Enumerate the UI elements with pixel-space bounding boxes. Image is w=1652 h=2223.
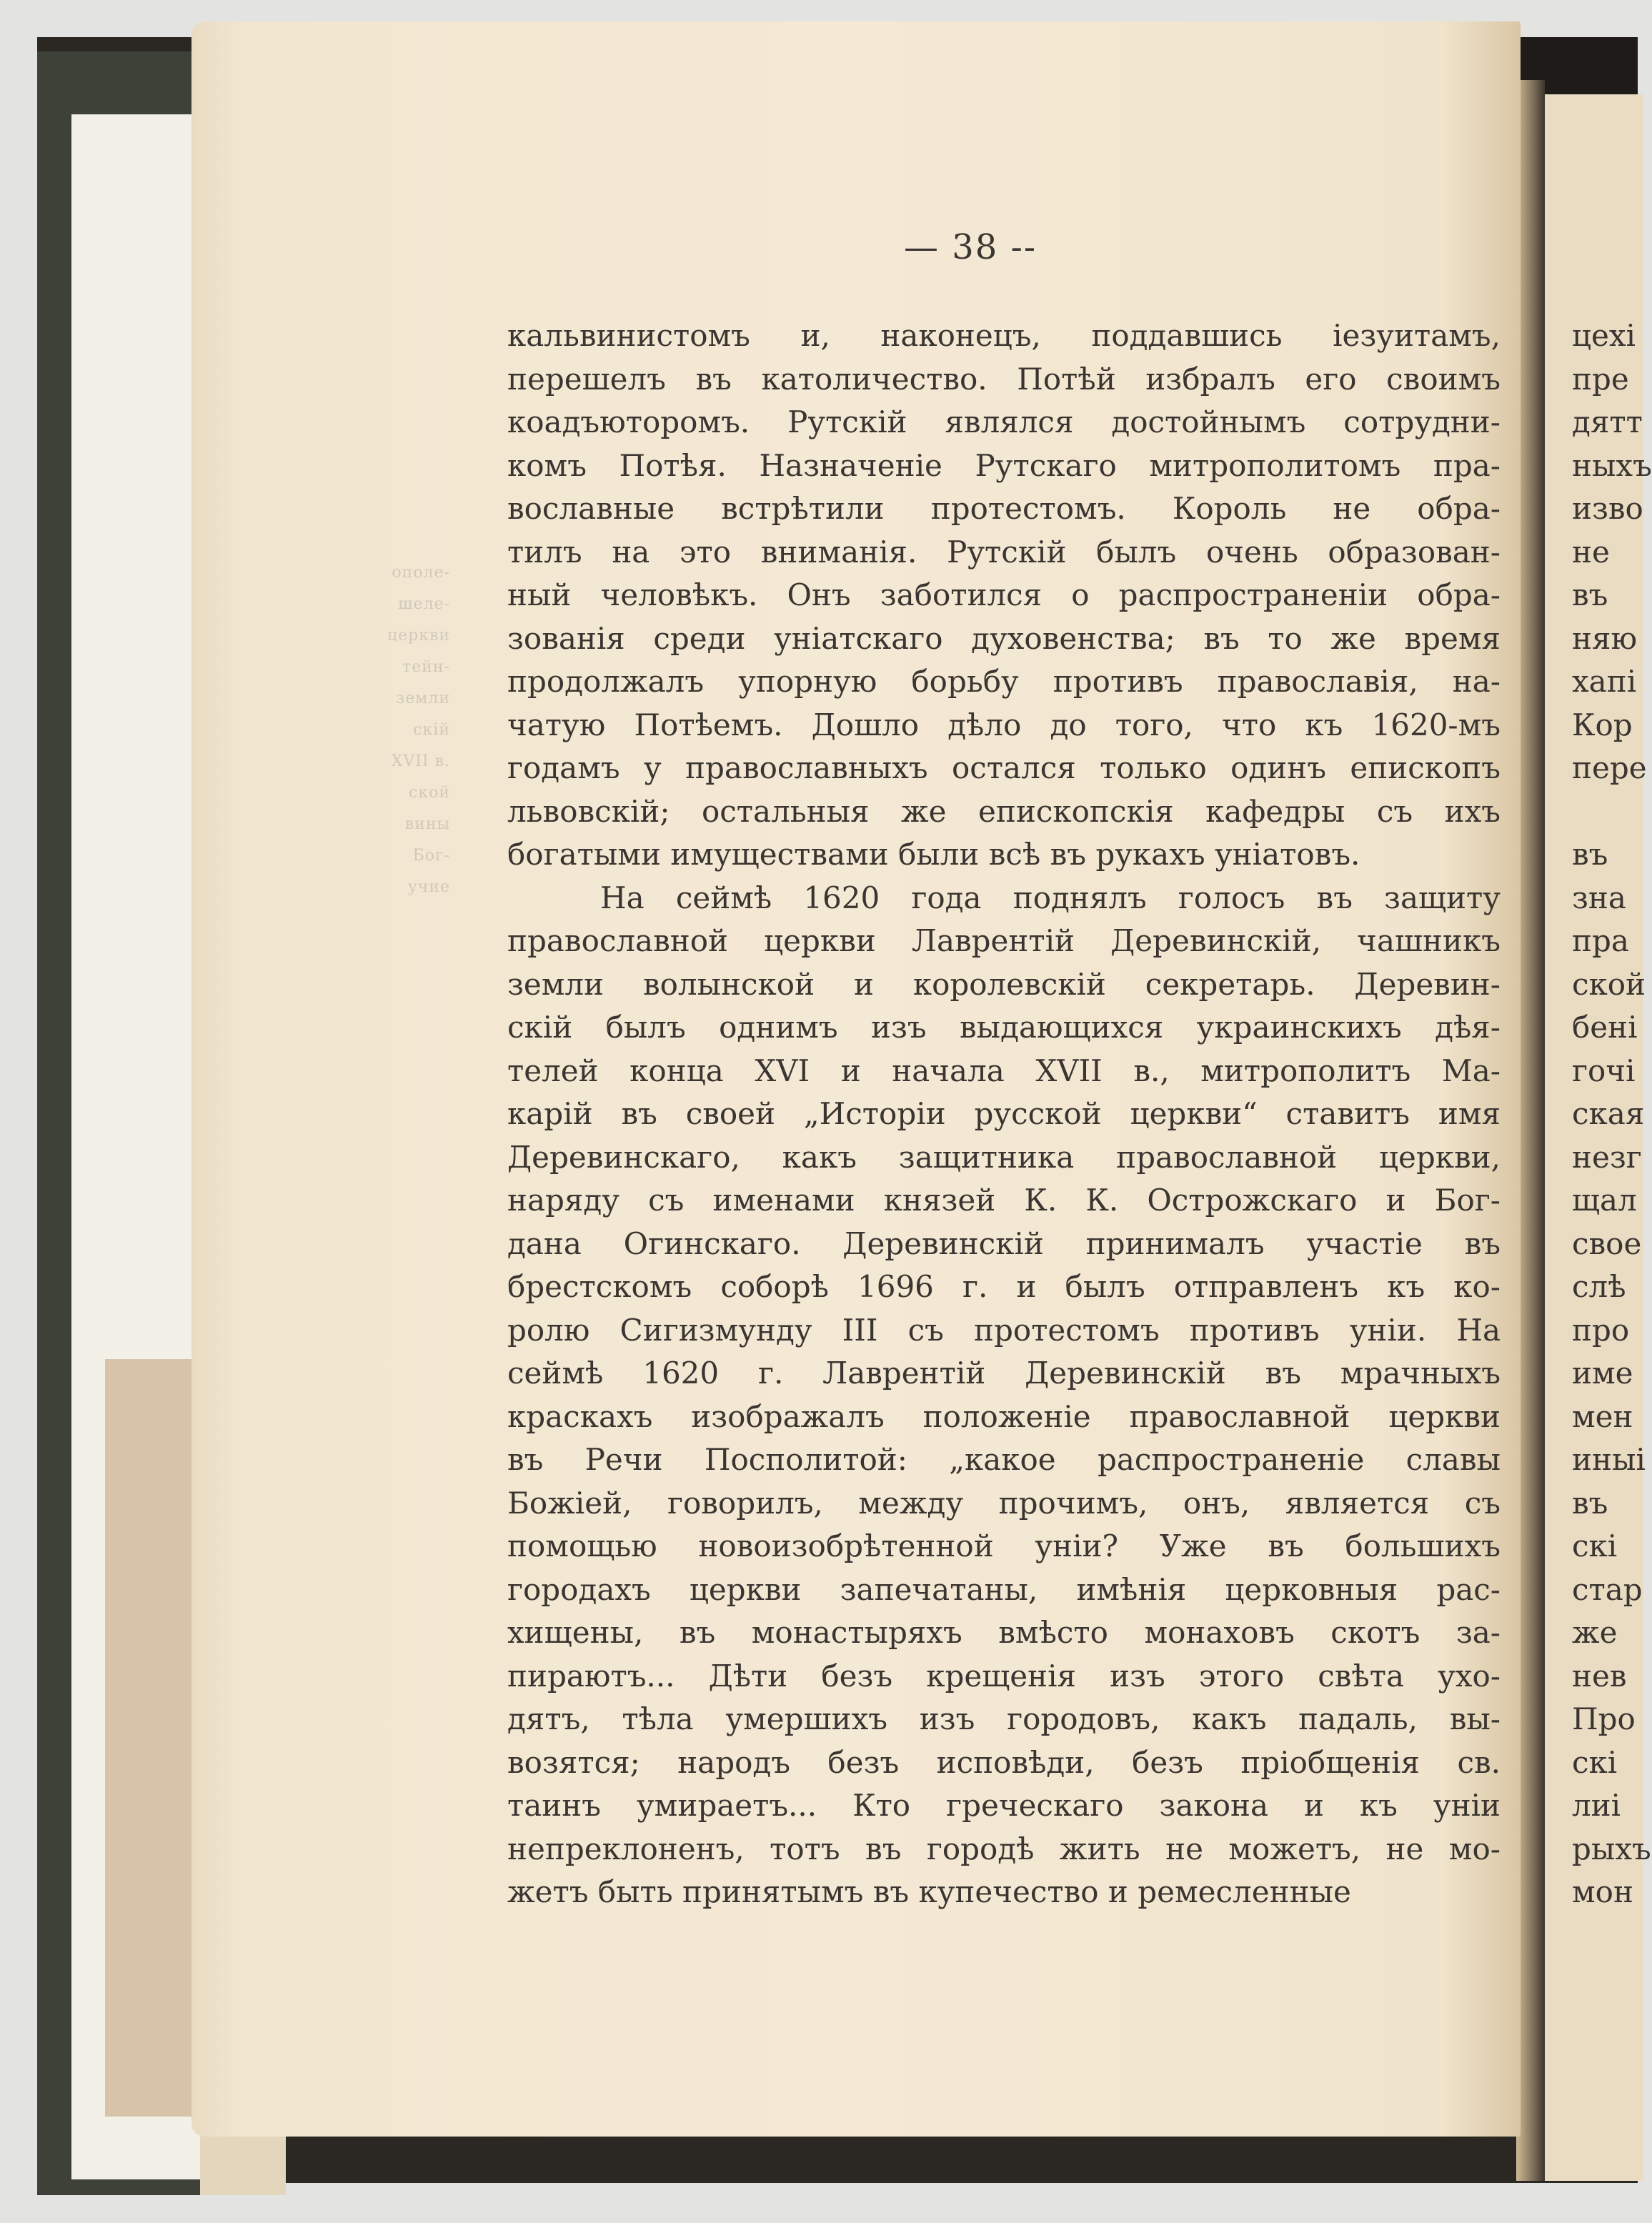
text-line: зованія среди уніатскаго духовенства; въ то же время xyxy=(507,620,1501,656)
facing-page-fragment: въ xyxy=(1572,1485,1608,1521)
bleed-through-line: церкви xyxy=(387,627,450,645)
text-line: перешелъ въ католичество. Потѣй избралъ его своимъ xyxy=(507,361,1501,397)
facing-page-fragment: скі xyxy=(1572,1528,1618,1563)
bleed-through-line: вины xyxy=(404,815,450,833)
facing-page-fragment xyxy=(1572,790,1638,834)
facing-page-fragment: лиі xyxy=(1572,1788,1621,1823)
text-line: кальвинистомъ и, наконецъ, поддавшись іезуитамъ, xyxy=(507,318,1501,353)
bleed-through-line: ской xyxy=(409,784,450,802)
facing-page-fragment: бені xyxy=(1572,1010,1638,1045)
facing-page-fragment: свое xyxy=(1572,1225,1642,1261)
text-line: жетъ быть принятымъ въ купечество и ремесленные xyxy=(507,1874,1351,1909)
facing-page-fragment: Кор xyxy=(1572,707,1633,742)
bleed-through-line: тейн- xyxy=(402,658,450,676)
bleed-through-line: шеле- xyxy=(398,595,450,613)
text-line: Божіей, говорилъ, между прочимъ, онъ, является съ xyxy=(507,1485,1501,1521)
text-line: тилъ на это вниманія. Рутскій былъ очень образован- xyxy=(507,534,1501,570)
facing-page-fragment: пере xyxy=(1572,750,1647,785)
text-line: львовскій; остальныя же епископскія кафедры съ ихъ xyxy=(507,793,1501,829)
text-line: таинъ умираетъ... Кто греческаго закона и къ уніи xyxy=(507,1788,1501,1823)
text-line: сеймѣ 1620 г. Лаврентій Деревинскій въ мрачныхъ xyxy=(507,1356,1501,1391)
bleed-through-text xyxy=(350,557,450,903)
text-line: православной церкви Лаврентій Деревинскій, чашникъ xyxy=(507,923,1501,958)
facing-page-fragment: пре xyxy=(1572,361,1629,397)
text-line: пираютъ... Дѣти безъ крещенія изъ этого свѣта ухо- xyxy=(507,1658,1501,1694)
paragraph-1 xyxy=(507,314,1501,877)
text-line: дятъ, тѣла умершихъ изъ городовъ, какъ падаль, вы- xyxy=(507,1701,1501,1736)
bleed-through-line: скій xyxy=(413,721,450,739)
text-line: городахъ церкви запечатаны, имѣнія церковныя рас- xyxy=(507,1571,1501,1607)
facing-page-fragment: име xyxy=(1572,1356,1633,1391)
facing-page-fragment: ской xyxy=(1572,966,1646,1002)
text-line: комъ Потѣя. Назначеніе Рутскаго митрополитомъ пра- xyxy=(507,447,1501,483)
facing-page-fragment: же xyxy=(1572,1615,1618,1650)
facing-page-fragment: гочі xyxy=(1572,1053,1636,1088)
text-line: скій былъ однимъ изъ выдающихся украинскихъ дѣя- xyxy=(507,1010,1501,1045)
page-number: — 38 -- xyxy=(904,227,1038,267)
facing-page-fragment: щал xyxy=(1572,1183,1637,1218)
text-line: возятся; народъ безъ исповѣди, безъ пріобщенія св. xyxy=(507,1744,1501,1780)
text-line: богатыми имуществами были всѣ въ рукахъ уніатовъ. xyxy=(507,837,1360,872)
text-line: телей конца XVI и начала XVII в., митрополитъ Ма- xyxy=(507,1053,1501,1088)
facing-page-fragment: рыхъ xyxy=(1572,1831,1651,1866)
facing-page-fragment: мон xyxy=(1572,1874,1633,1909)
facing-page-fragment: въ xyxy=(1572,837,1608,872)
facing-page-fragment: мен xyxy=(1572,1398,1633,1434)
facing-page-fragment: стар xyxy=(1572,1571,1643,1607)
text-line: карій въ своей „Исторіи русской церкви“ ставитъ имя xyxy=(507,1096,1501,1131)
facing-page-fragment: не xyxy=(1572,534,1610,570)
text-line: Деревинскаго, какъ защитника православной церкви, xyxy=(507,1139,1501,1175)
bleed-through-line: XVII в. xyxy=(391,752,450,770)
facing-page-fragment: иныі xyxy=(1572,1442,1646,1477)
text-line: въ Речи Посполитой: „какое распространеніе славы xyxy=(507,1442,1501,1477)
text-line: помощью новоизобрѣтенной уніи? Уже въ большихъ xyxy=(507,1528,1501,1563)
bleed-through-line: учие xyxy=(407,878,450,896)
facing-page-fragment: незг xyxy=(1572,1139,1642,1175)
facing-page-fragment: въ xyxy=(1572,577,1608,612)
text-line: брестскомъ соборѣ 1696 г. и былъ отправленъ къ ко- xyxy=(507,1269,1501,1304)
facing-page-fragment: дятт xyxy=(1572,404,1643,439)
text-line: ный человѣкъ. Онъ заботился о распространеніи обра- xyxy=(507,577,1501,612)
text-line: чатую Потѣемъ. Дошло дѣло до того, что къ 1620-мъ xyxy=(507,707,1501,742)
text-line: ролю Сигизмунду III съ протестомъ противъ уніи. На xyxy=(507,1312,1501,1348)
facing-page-fragment: няю xyxy=(1572,620,1638,656)
facing-page-fragment: Про xyxy=(1572,1701,1636,1736)
text-line: продолжалъ упорную борьбу противъ православія, на- xyxy=(507,664,1501,699)
facing-page-fragment: изво xyxy=(1572,491,1643,526)
facing-page-fragment: ныхъ xyxy=(1572,447,1652,483)
text-line: краскахъ изображалъ положеніе православной церкви xyxy=(507,1398,1501,1434)
facing-page-fragment: скі xyxy=(1572,1744,1618,1780)
paragraph-2 xyxy=(507,877,1501,1914)
text-line: дана Огинскаго. Деревинскій принималъ участіе въ xyxy=(507,1225,1501,1261)
bleed-through-line: земли xyxy=(396,690,450,707)
facing-page-fragment: ская xyxy=(1572,1096,1645,1131)
book-gutter xyxy=(1516,80,1545,2181)
facing-page-fragment: нев xyxy=(1572,1658,1627,1694)
text-line: хищены, въ монастыряхъ вмѣсто монаховъ скотъ за- xyxy=(507,1615,1501,1650)
facing-page-text xyxy=(1572,314,1652,1914)
text-line: наряду съ именами князей К. К. Острожскаго и Бог- xyxy=(507,1183,1501,1218)
text-line: коадъюторомъ. Рутскій являлся достойнымъ сотрудни- xyxy=(507,404,1501,439)
facing-page-fragment: слѣ xyxy=(1572,1269,1626,1304)
facing-page-fragment: цехі xyxy=(1572,318,1636,353)
page-text xyxy=(507,314,1501,1914)
bleed-through-line: Бог- xyxy=(412,847,450,865)
facing-page-fragment: про xyxy=(1572,1312,1630,1348)
facing-page-fragment: хапі xyxy=(1572,664,1637,699)
facing-page-fragment: зна xyxy=(1572,880,1626,915)
text-line: земли волынской и королевскій секретарь. Деревин- xyxy=(507,966,1501,1002)
text-line: вославные встрѣтили протестомъ. Король не обра- xyxy=(507,491,1501,526)
bleed-through-line: ополе- xyxy=(392,564,450,582)
facing-page-fragment: прa xyxy=(1572,923,1629,958)
text-line: годамъ у православныхъ остался только одинъ епископъ xyxy=(507,750,1501,785)
text-line: На сеймѣ 1620 года поднялъ голосъ въ защиту xyxy=(600,880,1501,915)
text-line: непреклоненъ, тотъ въ городѣ жить не можетъ, не мо- xyxy=(507,1831,1501,1866)
